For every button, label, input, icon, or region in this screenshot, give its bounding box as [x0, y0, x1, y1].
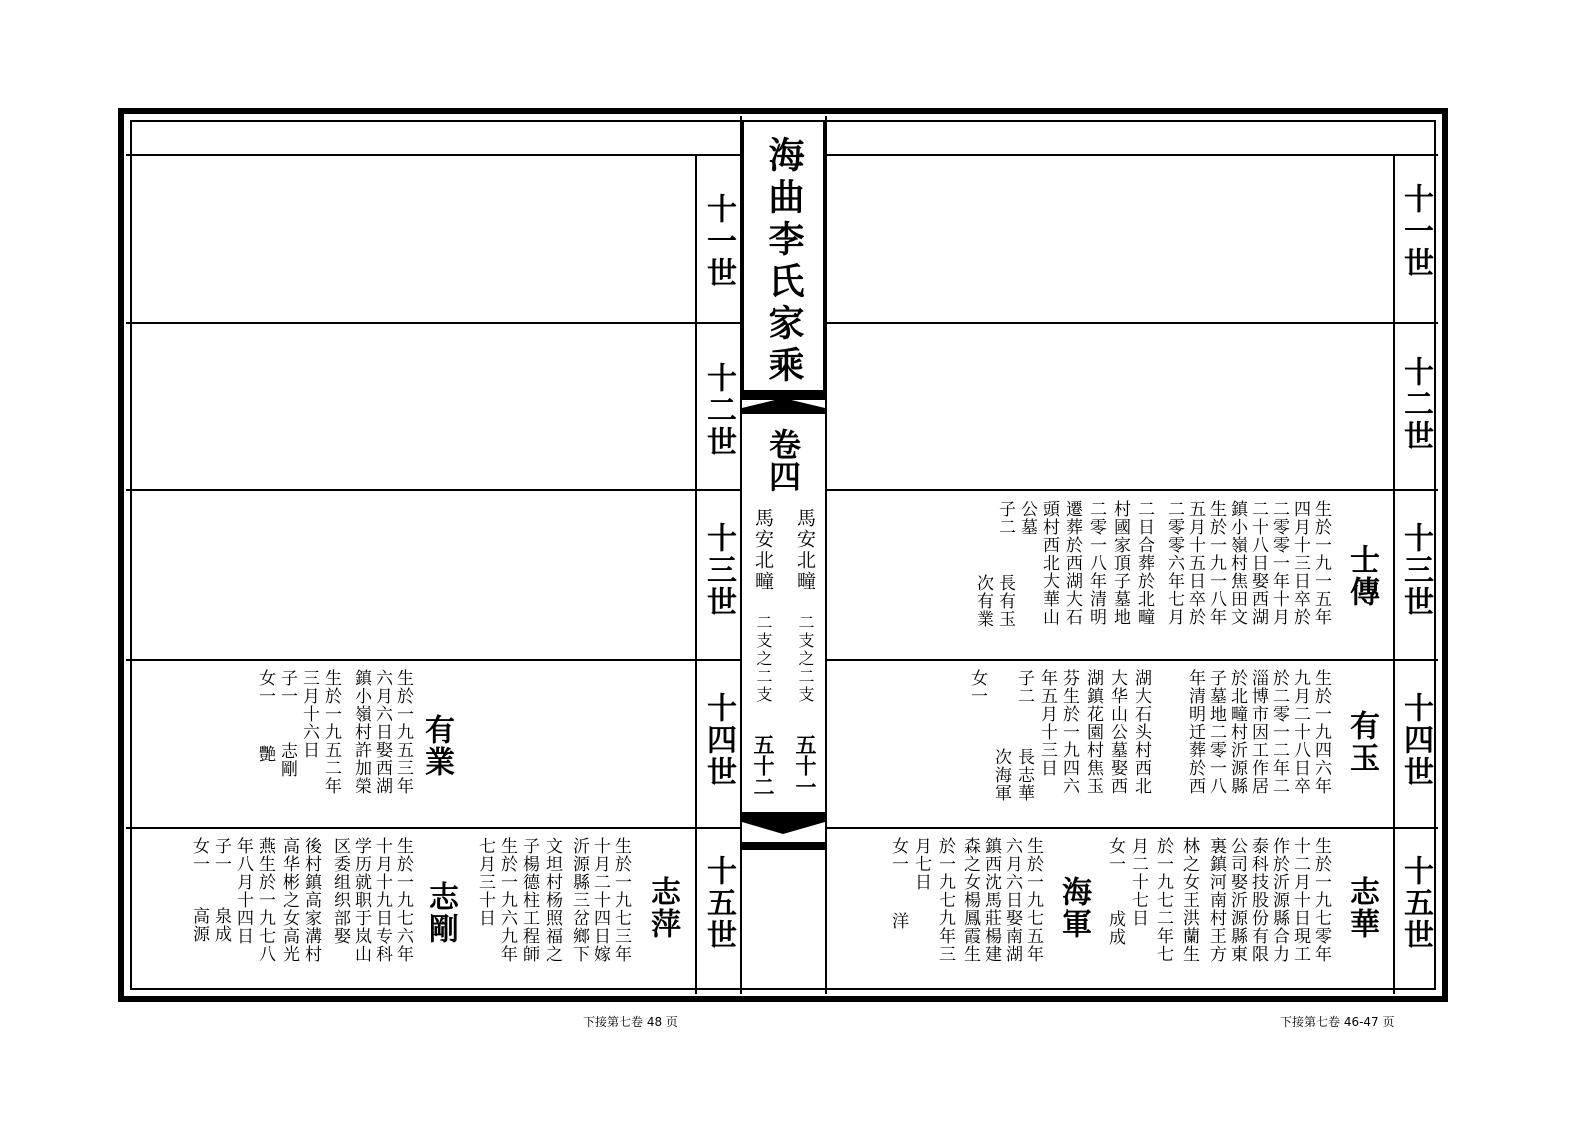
bio-line: 於北疃村沂源縣 — [1227, 669, 1247, 795]
person-name: 志剛 — [423, 881, 458, 945]
right-branch: 馬安北疃 — [794, 508, 816, 592]
bio-line: 生於一九一八年 — [1206, 500, 1226, 626]
child-name: 長志華 — [1014, 748, 1034, 802]
child-name: 泉成 — [211, 907, 231, 943]
daughter-count: 女一 — [1105, 837, 1125, 873]
bio-line: 於二零一二年二 — [1269, 669, 1289, 795]
child-name: 洋 — [888, 912, 908, 930]
bio-line: 鎮西沈馬莊楊建 — [981, 837, 1001, 963]
bio-line: 五月十五日卒於 — [1185, 500, 1205, 626]
bio-line: 於一九七九年三 — [935, 837, 955, 963]
child-name: 次海軍 — [991, 748, 1011, 802]
child-name: 志剛 — [277, 742, 297, 778]
child-name: 艷 — [255, 745, 275, 763]
rule — [826, 827, 1438, 829]
bio-line: 鎮小嶺村許加榮 — [351, 669, 371, 795]
bio-line: 生於一九七五年 — [1023, 837, 1043, 963]
bio-line: 生於一九七零年 — [1311, 837, 1331, 963]
generation-label-15: 十五世 — [701, 855, 736, 951]
children-count: 子一 — [277, 669, 297, 705]
bio-line: 裏鎮河南村王方 — [1206, 837, 1226, 963]
bio-line: 文坦村杨照福之 — [542, 837, 562, 963]
rule — [126, 154, 740, 156]
bio-line: 十月二十四日嫁 — [590, 837, 610, 963]
generation-label-14: 十四世 — [1398, 692, 1433, 788]
generation-label-12: 十二世 — [701, 362, 736, 458]
bio-line: 芬生於一九四六 — [1059, 669, 1079, 795]
left-branch: 馬安北疃 — [752, 508, 774, 592]
bio-line: 区委组织部娶 — [330, 837, 350, 945]
bio-line: 生於一九六九年 — [497, 837, 517, 963]
left-page-number: 五十二 — [751, 734, 776, 797]
bio-line: 月七日 — [911, 837, 931, 891]
generation-label-13: 十三世 — [1398, 522, 1433, 618]
rule — [826, 489, 1438, 491]
bio-line: 年八月十四日 — [233, 837, 253, 945]
bio-line: 遷葬於西湖大石 — [1062, 500, 1082, 626]
bio-line: 湖鎮花園村焦玉 — [1083, 669, 1103, 795]
child-name: 長有玉 — [995, 574, 1015, 628]
bio-line: 村國家頂子墓地 — [1110, 500, 1130, 626]
bio-line: 二十八日娶西湖 — [1248, 500, 1268, 626]
generation-column-border — [1393, 154, 1395, 994]
bio-line: 七月三十日 — [475, 837, 495, 927]
children-count: 子二 — [1014, 669, 1034, 705]
rule — [126, 827, 740, 829]
rule — [126, 322, 740, 324]
generation-label-11: 十一世 — [701, 193, 736, 289]
footer-right: 下接第七卷 46-47 页 — [1280, 1015, 1395, 1029]
rule — [126, 489, 740, 491]
rule — [826, 322, 1438, 324]
bio-line: 月二十七日 — [1128, 837, 1148, 927]
person-name: 海軍 — [1056, 876, 1091, 940]
left-sub-branch: 二支之二支 — [754, 614, 773, 704]
person-name: 士傳 — [1344, 544, 1379, 608]
rule — [126, 659, 740, 661]
bio-line: 淄博市因工作居 — [1248, 669, 1268, 795]
right-page-number: 五十一 — [793, 734, 818, 797]
person-name: 志華 — [1344, 876, 1379, 940]
bio-line: 於一九七二年七 — [1153, 837, 1173, 963]
daughter-count: 女一 — [255, 669, 275, 705]
volume-label: 卷四 — [764, 428, 802, 492]
bio-line: 高华彬之女高光 — [279, 837, 299, 963]
bio-line: 年五月十三日 — [1037, 669, 1057, 777]
bio-line: 湖大石头村西北 — [1131, 669, 1151, 795]
bio-line: 生於一九一五年 — [1311, 500, 1331, 626]
daughter-count: 女一 — [888, 837, 908, 873]
daughter-count: 女一 — [189, 837, 209, 873]
bio-line: 作於沂源縣合力 — [1269, 837, 1289, 963]
bio-line: 生於一九四六年 — [1311, 669, 1331, 795]
rule — [826, 659, 1438, 661]
children-count: 子二 — [995, 500, 1015, 536]
footer-left: 下接第七卷 48 页 — [583, 1015, 678, 1029]
bio-line: 鎮小嶺村焦田文 — [1227, 500, 1247, 626]
child-name: 次有業 — [973, 574, 993, 628]
bio-line: 後村鎮高家溝村 — [301, 837, 321, 963]
bio-line: 十月十九日专科 — [372, 837, 392, 963]
bio-line: 十二月十日現工 — [1290, 837, 1310, 963]
bio-line: 林之女王洪蘭生 — [1179, 837, 1199, 963]
bio-line: 子墓地二零一八 — [1206, 669, 1226, 795]
bio-line: 四月十三日卒於 — [1290, 500, 1310, 626]
bio-line: 頭村西北大華山 — [1039, 500, 1059, 626]
rule — [826, 154, 1438, 156]
bio-line: 子楊德柱工程師 — [519, 837, 539, 963]
bio-line: 森之女楊鳳霞生 — [960, 837, 980, 963]
generation-label-12: 十二世 — [1398, 356, 1433, 452]
bio-line: 公墓 — [1017, 500, 1037, 536]
bio-line: 九月二十八日卒 — [1290, 669, 1310, 795]
bio-line: 二零零一年十月 — [1269, 500, 1289, 626]
child-name: 高源 — [189, 907, 209, 943]
bio-line: 年清明迁葬於西 — [1185, 669, 1205, 795]
bio-line: 三月十六日 — [299, 669, 319, 759]
bio-line: 学历就职于岚山 — [351, 837, 371, 963]
person-name: 有玉 — [1344, 710, 1379, 774]
spine — [742, 116, 825, 994]
bio-line: 生於一九七六年 — [393, 837, 413, 963]
right-sub-branch: 二支之二支 — [796, 614, 815, 704]
generation-column-border — [695, 154, 697, 994]
bio-line: 生於一九五二年 — [321, 669, 341, 795]
bio-line: 六月六日娶西湖 — [372, 669, 392, 795]
daughter-count: 女一 — [967, 669, 987, 705]
bio-line: 二零一八年清明 — [1086, 500, 1106, 626]
child-name: 成成 — [1105, 910, 1125, 946]
book-title: 海曲李氏家乘 — [763, 136, 805, 388]
bio-line: 沂源縣三岔鄉下 — [569, 837, 589, 963]
bio-line: 大华山公墓娶西 — [1107, 669, 1127, 795]
person-name: 有業 — [419, 714, 454, 778]
bio-line: 六月六日娶南湖 — [1002, 837, 1022, 963]
spine-border-right — [825, 116, 827, 994]
bio-line: 二零零六年七月 — [1164, 500, 1184, 626]
generation-label-15: 十五世 — [1398, 855, 1433, 951]
bio-line: 生於一九七三年 — [611, 837, 631, 963]
bio-line: 二日合葬於北疃 — [1134, 500, 1154, 626]
generation-label-13: 十三世 — [701, 522, 736, 618]
children-count: 子一 — [211, 837, 231, 873]
bio-line: 生於一九五三年 — [393, 669, 413, 795]
bio-line: 泰科技股份有限 — [1248, 837, 1268, 963]
generation-label-14: 十四世 — [701, 692, 736, 788]
bio-line: 公司娶沂源縣東 — [1227, 837, 1247, 963]
bio-line: 燕生於一九七八 — [255, 837, 275, 963]
generation-label-11: 十一世 — [1398, 183, 1433, 279]
person-name: 志萍 — [645, 876, 680, 940]
